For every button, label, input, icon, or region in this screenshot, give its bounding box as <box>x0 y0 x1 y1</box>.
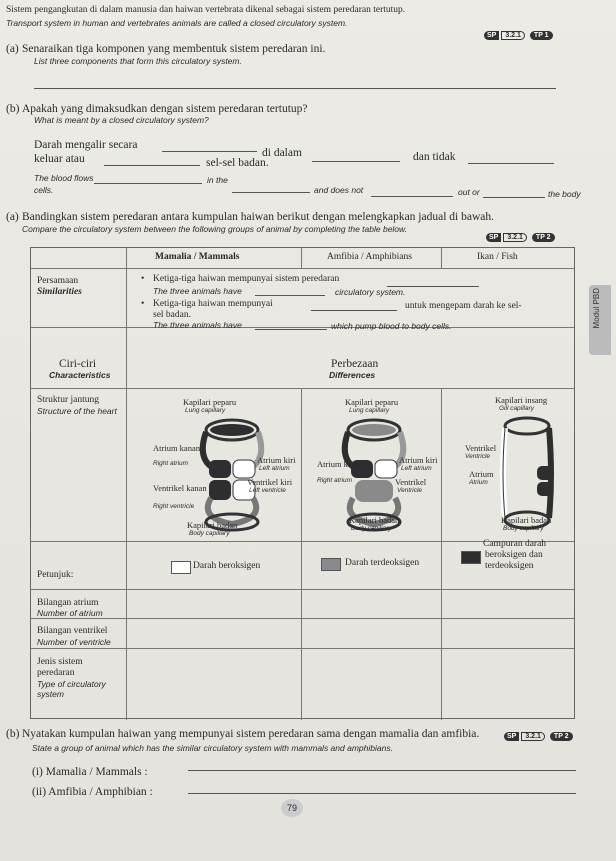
similarity-1-en-b: circulatory system. <box>335 287 406 297</box>
row-label-system-en-2: system <box>37 689 64 699</box>
row-label-system-2: peredaran <box>37 668 75 678</box>
label-body-capillary-en: Body capillary <box>351 525 392 532</box>
label-left-ventricle: Ventrikel kiri <box>247 477 293 487</box>
fill-text: di dalam <box>262 147 302 159</box>
row-label-ventricle: Bilangan ventrikel <box>37 626 108 636</box>
label-right-ventricle-en: Right ventricle <box>153 503 195 510</box>
similarity-1-ms: Ketiga-tiga haiwan mempunyai sistem peredaran <box>153 274 340 284</box>
mammal-heart-diagram <box>191 418 273 533</box>
question-d-label: (b) <box>6 728 20 740</box>
header-differences-en: Differences <box>329 370 376 380</box>
fish-heart-diagram <box>497 416 557 531</box>
label-atrium-en: Atrium <box>469 479 488 486</box>
similarity-2-en-b: which pump blood to body cells. <box>331 321 452 331</box>
answer-i-label: (i) Mamalia / Mammals : <box>32 766 148 778</box>
row-label-system: Jenis sistem <box>37 657 83 667</box>
label-body-capillary: Kapilari badan <box>501 515 552 525</box>
answer-ii-label: (ii) Amfibia / Amphibian : <box>32 786 153 798</box>
blank-field[interactable] <box>232 192 310 193</box>
label-ventricle-en: Ventricle <box>397 487 423 494</box>
row-label-characteristics-en: Characteristics <box>49 370 111 380</box>
label-left-atrium-en: Left atrium <box>401 465 432 472</box>
legend-title: Petunjuk: <box>37 570 74 580</box>
answer-line-a[interactable] <box>34 88 556 89</box>
blank-field[interactable] <box>255 329 327 330</box>
legend-mixed-1: Campuran darah <box>483 539 547 549</box>
label-atrium: Atrium <box>469 469 494 479</box>
fill-text: Darah mengalir secara <box>34 139 138 151</box>
bullet-2: • <box>141 299 145 309</box>
sp-tag-a: SP 3.2.1 TP 1 <box>484 31 553 40</box>
question-b-ms: Apakah yang dimaksudkan dengan sistem peredaran tertutup? <box>22 103 308 115</box>
row-label-similarities: Persamaan <box>37 276 79 286</box>
question-a-en: List three components that form this circulatory system. <box>34 56 242 66</box>
label-ventricle: Ventrikel <box>465 443 497 453</box>
label-left-atrium: Atrium kiri <box>257 455 296 465</box>
label-ventricle: Ventrikel <box>395 477 427 487</box>
label-body-capillary: Kapilari badan <box>349 515 400 525</box>
label-right-ventricle: Ventrikel kanan <box>153 483 207 493</box>
question-c-ms: Bandingkan sistem peredaran antara kumpulan haiwan berikut dengan melengkapkan jadual di bawah. <box>22 211 494 223</box>
legend-swatch-oxygenated <box>171 561 191 574</box>
label-left-ventricle-en: Left ventricle <box>249 487 286 494</box>
blank-field[interactable] <box>104 165 200 166</box>
row-label-atrium-en: Number of atrium <box>37 608 103 618</box>
blank-field[interactable] <box>483 197 545 198</box>
fill-text-en: and does not <box>314 185 364 195</box>
label-left-atrium: Atrium kiri <box>399 455 438 465</box>
blank-field[interactable] <box>162 151 257 152</box>
row-label-heart-en: Structure of the heart <box>37 406 117 416</box>
question-c-en: Compare the circulatory system between the following groups of animal by completing the table below. <box>22 224 408 234</box>
label-right-atrium: Atrium kanan <box>317 459 364 469</box>
label-body-capillary: Kapilari badan <box>187 520 238 530</box>
label-left-atrium-en: Left atrium <box>259 465 290 472</box>
blank-field[interactable] <box>94 183 202 184</box>
fill-text-en: The blood flows <box>34 173 94 183</box>
fill-text: keluar atau <box>34 153 85 165</box>
label-body-capillary-en: Body capillary <box>503 525 544 532</box>
fill-text-en: the body <box>548 189 581 199</box>
label-lung-capillary: Kapilari peparu <box>183 397 237 407</box>
blank-field[interactable] <box>312 161 400 162</box>
row-label-ventricle-en: Number of ventricle <box>37 637 111 647</box>
col-header-amphibians: Amfibia / Amphibians <box>327 252 412 262</box>
legend-mixed-3: terdeoksigen <box>485 561 534 571</box>
label-ventricle-en: Ventricle <box>465 453 491 460</box>
similarity-2-en: The three animals have <box>153 320 242 330</box>
legend-deoxygenated: Darah terdeoksigen <box>345 558 420 568</box>
blank-field[interactable] <box>311 310 397 311</box>
row-label-heart: Struktur jantung <box>37 395 100 405</box>
col-header-fish: Ikan / Fish <box>477 252 518 262</box>
similarity-2-ms-c: sel badan. <box>153 310 191 320</box>
fill-text-en: in the <box>207 175 228 185</box>
page-number: 79 <box>281 799 303 817</box>
comparison-table <box>30 247 575 719</box>
fill-text: sel-sel badan. <box>206 157 269 169</box>
label-right-atrium-en: Right atrium <box>317 477 353 484</box>
legend-swatch-dark <box>461 551 481 564</box>
label-lung-capillary-en: Lung capillary <box>349 407 390 414</box>
row-label-system-en: Type of circulatory <box>37 679 106 689</box>
sp-tag-d: SP 3.2.1 TP 2 <box>504 732 573 741</box>
sp-tag-c: SP 3.2.1 TP 2 <box>486 233 555 242</box>
question-a-ms: Senaraikan tiga komponen yang membentuk sistem peredaran ini. <box>22 43 326 55</box>
similarity-2-ms-b: untuk mengepam darah ke sel- <box>405 301 522 311</box>
label-right-atrium: Atrium kanan <box>153 443 200 453</box>
label-lung-capillary: Kapilari peparu <box>345 397 399 407</box>
side-tab-label: Modul PBD <box>592 288 601 329</box>
row-label-similarities-en: Similarities <box>37 287 82 297</box>
legend-swatch-mixed-light <box>321 558 341 571</box>
bullet-1: • <box>141 274 145 284</box>
label-right-atrium-en: Right atrium <box>153 460 189 467</box>
fill-text-en: out or <box>458 187 480 197</box>
similarity-2-ms: Ketiga-tiga haiwan mempunyai <box>153 299 273 309</box>
similarity-1-en: The three animals have <box>153 286 242 296</box>
fill-text: dan tidak <box>413 151 456 163</box>
header-differences: Perbezaan <box>331 358 379 370</box>
row-label-atrium: Bilangan atrium <box>37 598 99 608</box>
answer-line-ii[interactable] <box>188 793 576 794</box>
label-lung-capillary-en: Lung capillary <box>185 407 226 414</box>
question-c-label: (a) <box>6 211 19 223</box>
intro-text-ms: Sistem pengangkutan di dalam manusia dan haiwan vertebrata dikenal sebagai sistem peredaran tertutup. <box>6 5 406 15</box>
question-d-ms: Nyatakan kumpulan haiwan yang mempunyai sistem peredaran sama dengan mamalia dan amfibia. <box>22 728 480 740</box>
blank-field[interactable] <box>371 196 453 197</box>
col-header-mammals: Mamalia / Mammals <box>155 252 240 262</box>
fill-text-en: cells. <box>34 185 54 195</box>
intro-text-en: Transport system in human and vertebrates animals are called a closed circulatory system. <box>6 18 348 28</box>
question-a-label: (a) <box>6 43 19 55</box>
legend-mixed-2: beroksigen dan <box>485 550 543 560</box>
blank-field[interactable] <box>468 163 554 164</box>
legend-oxygenated: Darah beroksigen <box>193 561 261 571</box>
question-d-en: State a group of animal which has the similar circulatory system with mammals and amphibians. <box>32 743 393 753</box>
question-b-en: What is meant by a closed circulatory system? <box>34 115 209 125</box>
row-label-characteristics: Ciri-ciri <box>59 358 97 370</box>
label-gill-capillary: Kapilari insang <box>495 395 548 405</box>
question-b-label: (b) <box>6 103 20 115</box>
blank-field[interactable] <box>255 295 325 296</box>
label-gill-capillary-en: Gill capillary <box>499 405 535 412</box>
answer-line-i[interactable] <box>188 770 576 771</box>
label-body-capillary-en: Body capillary <box>189 530 230 537</box>
